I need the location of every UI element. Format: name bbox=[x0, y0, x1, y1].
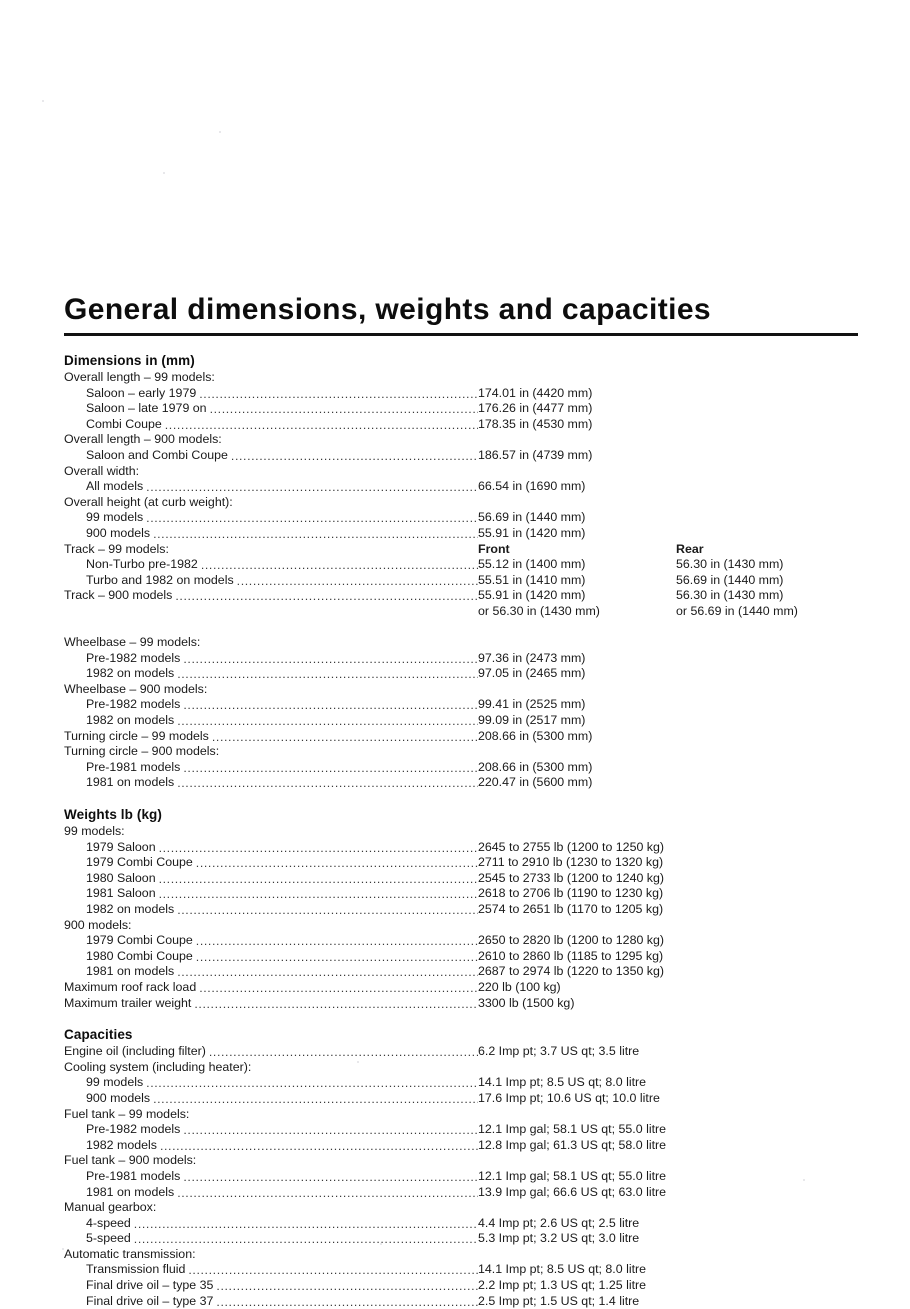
spec-group-label bbox=[64, 464, 864, 480]
dot-leader bbox=[134, 1217, 478, 1229]
spec-label: Overall width: bbox=[64, 463, 140, 478]
spec-label: Overall length – 99 models: bbox=[64, 370, 215, 384]
dot-leader bbox=[209, 1046, 478, 1058]
spec-group-label bbox=[64, 824, 864, 840]
dot-leader bbox=[188, 1264, 478, 1276]
spec-label: Final drive oil – type 35 bbox=[86, 1278, 214, 1293]
spec-label: Saloon – late 1979 on bbox=[86, 401, 207, 416]
spec-row bbox=[64, 886, 864, 902]
spec-row bbox=[64, 666, 864, 682]
spec-value: 2618 to 2706 lb (1190 to 1230 kg) bbox=[478, 886, 664, 901]
spec-label: Track – 99 models: bbox=[64, 541, 169, 556]
spec-label: Final drive oil – type 37 bbox=[86, 1293, 214, 1308]
dot-leader bbox=[153, 528, 478, 540]
spec-value: 14.1 Imp pt; 8.5 US qt; 8.0 litre bbox=[478, 1262, 647, 1277]
dot-leader bbox=[134, 1233, 478, 1245]
spec-group-label bbox=[64, 682, 864, 698]
dot-leader bbox=[146, 512, 478, 524]
spec-row bbox=[64, 1091, 864, 1107]
spec-value: 55.91 in (1420 mm) bbox=[478, 525, 586, 540]
spec-label: Saloon and Combi Coupe bbox=[86, 447, 228, 462]
dot-leader bbox=[183, 1171, 478, 1183]
spec-label: 99 models: bbox=[64, 824, 125, 839]
dot-leader bbox=[210, 403, 478, 415]
spec-value-front: 55.51 in (1410 mm) bbox=[478, 572, 586, 587]
spec-row bbox=[64, 510, 864, 526]
spec-value: 97.36 in (2473 mm) bbox=[478, 650, 586, 665]
dot-leader bbox=[165, 418, 478, 430]
spec-row bbox=[64, 448, 864, 464]
dot-leader bbox=[199, 982, 478, 994]
column-header-rear: Rear bbox=[676, 541, 704, 556]
dot-leader bbox=[199, 387, 478, 399]
spec-value: 56.69 in (1440 mm) bbox=[478, 510, 586, 525]
spec-label: Automatic transmission: bbox=[64, 1246, 196, 1261]
spec-label: 1980 Combi Coupe bbox=[86, 948, 193, 963]
spec-row bbox=[64, 557, 864, 573]
spec-value: 208.66 in (5300 mm) bbox=[478, 759, 593, 774]
spec-row bbox=[64, 401, 864, 417]
spec-label: 1981 on models bbox=[86, 775, 175, 790]
dot-leader bbox=[177, 777, 478, 789]
dot-leader bbox=[196, 950, 478, 962]
spec-label: Transmission fluid bbox=[86, 1262, 186, 1277]
spec-group-label bbox=[64, 1247, 864, 1263]
spec-label: 900 models: bbox=[64, 917, 132, 932]
spec-label: Fuel tank – 900 models: bbox=[64, 1153, 197, 1168]
dot-leader bbox=[177, 904, 478, 916]
spec-row bbox=[64, 1044, 864, 1060]
spec-label: 1980 Saloon bbox=[86, 870, 156, 885]
scan-artifact bbox=[219, 131, 221, 133]
spec-value: 2711 to 2910 lb (1230 to 1320 kg) bbox=[478, 855, 664, 870]
spec-label: Track – 900 models bbox=[64, 588, 173, 603]
spec-row bbox=[64, 964, 864, 980]
spec-group-label bbox=[64, 495, 864, 511]
dot-leader bbox=[201, 559, 478, 571]
spec-row bbox=[64, 902, 864, 918]
spec-label: 1979 Combi Coupe bbox=[86, 933, 193, 948]
spec-row bbox=[64, 1075, 864, 1091]
spec-value-rear: 56.30 in (1430 mm) bbox=[676, 557, 784, 572]
spec-row bbox=[64, 996, 864, 1012]
spec-label: 1981 Saloon bbox=[86, 886, 156, 901]
spec-value: 66.54 in (1690 mm) bbox=[478, 479, 586, 494]
spec-value: 2.5 Imp pt; 1.5 US qt; 1.4 litre bbox=[478, 1293, 640, 1308]
spec-row bbox=[64, 1294, 864, 1309]
spec-value-front: 55.12 in (1400 mm) bbox=[478, 557, 586, 572]
scan-artifact bbox=[42, 100, 44, 102]
spec-value: 174.01 in (4420 mm) bbox=[478, 385, 593, 400]
spec-value: 12.1 Imp gal; 58.1 US qt; 55.0 litre bbox=[478, 1168, 667, 1183]
dot-leader bbox=[183, 1124, 478, 1136]
spec-row bbox=[64, 855, 864, 871]
dot-leader bbox=[177, 966, 478, 978]
spec-row bbox=[64, 871, 864, 887]
spec-row bbox=[64, 697, 864, 713]
spec-label: 99 models bbox=[86, 510, 144, 525]
spec-value: 97.05 in (2465 mm) bbox=[478, 666, 586, 681]
spec-label: 900 models bbox=[86, 525, 151, 540]
dot-leader bbox=[216, 1295, 478, 1307]
spec-label: 99 models bbox=[86, 1075, 144, 1090]
spec-group-label bbox=[64, 1107, 864, 1123]
spec-label: Wheelbase – 900 models: bbox=[64, 681, 208, 696]
dot-leader bbox=[196, 857, 478, 869]
spec-row bbox=[64, 949, 864, 965]
spec-row bbox=[64, 980, 864, 996]
spec-value: 12.8 Imp gal; 61.3 US qt; 58.0 litre bbox=[478, 1137, 667, 1152]
spec-value: 3300 lb (1500 kg) bbox=[478, 995, 575, 1010]
spec-group-label bbox=[64, 1153, 864, 1169]
spec-label: 1979 Combi Coupe bbox=[86, 855, 193, 870]
spec-value: 2645 to 2755 lb (1200 to 1250 kg) bbox=[478, 839, 665, 854]
spec-label: Pre-1981 models bbox=[86, 1168, 181, 1183]
specifications-content bbox=[64, 352, 864, 1309]
dot-leader bbox=[183, 699, 478, 711]
spec-group-label bbox=[64, 744, 864, 760]
spec-value: 6.2 Imp pt; 3.7 US qt; 3.5 litre bbox=[478, 1044, 640, 1059]
spec-row bbox=[64, 760, 864, 776]
section-heading-capacities: Capacities bbox=[64, 1027, 133, 1043]
dot-leader bbox=[183, 652, 478, 664]
spec-row bbox=[64, 1138, 864, 1154]
spec-value: 176.26 in (4477 mm) bbox=[478, 401, 593, 416]
spec-row bbox=[64, 1122, 864, 1138]
spec-label: 1981 on models bbox=[86, 1184, 175, 1199]
spec-group-label bbox=[64, 370, 864, 386]
spec-label: 4-speed bbox=[86, 1215, 131, 1230]
spec-row bbox=[64, 1185, 864, 1201]
spec-group-label bbox=[64, 635, 864, 651]
spec-value: 14.1 Imp pt; 8.5 US qt; 8.0 litre bbox=[478, 1075, 647, 1090]
section-capacities bbox=[64, 1026, 864, 1309]
spec-label: Manual gearbox: bbox=[64, 1200, 157, 1215]
dot-leader bbox=[177, 715, 478, 727]
spec-label: Pre-1981 models bbox=[86, 759, 181, 774]
spec-value-rear: 56.30 in (1430 mm) bbox=[676, 588, 784, 603]
spec-label: Pre-1982 models bbox=[86, 650, 181, 665]
spec-label: Wheelbase – 99 models: bbox=[64, 635, 201, 650]
spec-label: 1979 Saloon bbox=[86, 839, 156, 854]
spec-row bbox=[64, 840, 864, 856]
spec-row bbox=[64, 713, 864, 729]
dot-leader bbox=[160, 1139, 478, 1151]
spec-value: 2687 to 2974 lb (1220 to 1350 kg) bbox=[478, 964, 665, 979]
spec-label: 1982 on models bbox=[86, 902, 175, 916]
spec-label: Pre-1982 models bbox=[86, 697, 181, 712]
spec-label: 1982 models bbox=[86, 1137, 157, 1152]
spec-label: Maximum roof rack load bbox=[64, 979, 197, 994]
spec-value: 186.57 in (4739 mm) bbox=[478, 447, 593, 462]
dot-leader bbox=[237, 574, 478, 586]
section-heading-weights: Weights lb (kg) bbox=[64, 807, 162, 823]
spec-label: All models bbox=[86, 479, 144, 494]
spec-row bbox=[64, 1216, 864, 1232]
spec-value: 220 lb (100 kg) bbox=[478, 979, 561, 994]
spec-value-front: or 56.30 in (1430 mm) bbox=[478, 603, 600, 618]
spec-row bbox=[64, 479, 864, 495]
spec-value: 2545 to 2733 lb (1200 to 1240 kg) bbox=[478, 870, 665, 885]
spec-value: 2574 to 2651 lb (1170 to 1205 kg) bbox=[478, 902, 664, 916]
spec-label: Engine oil (including filter) bbox=[64, 1044, 206, 1059]
dot-leader bbox=[159, 888, 478, 900]
page-header bbox=[64, 292, 858, 336]
spec-row bbox=[64, 526, 864, 542]
section-dimensions bbox=[64, 352, 864, 791]
spec-row bbox=[64, 775, 864, 791]
spec-row bbox=[64, 1169, 864, 1185]
dot-leader bbox=[196, 935, 478, 947]
spec-label: Pre-1982 models bbox=[86, 1122, 181, 1137]
spec-value: 178.35 in (4530 mm) bbox=[478, 416, 593, 431]
dot-leader bbox=[153, 1093, 478, 1105]
section-weights bbox=[64, 806, 864, 1011]
row-spacer bbox=[64, 620, 864, 636]
dot-leader bbox=[194, 997, 478, 1009]
dot-leader bbox=[212, 730, 478, 742]
spec-value: 99.41 in (2525 mm) bbox=[478, 697, 586, 712]
spec-value: 2610 to 2860 lb (1185 to 1295 kg) bbox=[478, 948, 664, 963]
spec-row bbox=[64, 417, 864, 433]
spec-group-label bbox=[64, 1200, 864, 1216]
section-heading-dimensions: Dimensions in (mm) bbox=[64, 353, 195, 368]
spec-label: Saloon – early 1979 bbox=[86, 385, 197, 400]
spec-value: 99.09 in (2517 mm) bbox=[478, 713, 586, 728]
dot-leader bbox=[231, 450, 478, 462]
dot-leader bbox=[177, 668, 478, 680]
scan-artifact bbox=[163, 172, 165, 174]
spec-row bbox=[64, 933, 864, 949]
title-divider bbox=[64, 333, 858, 336]
spec-row bbox=[64, 1231, 864, 1247]
spec-group-label bbox=[64, 432, 864, 448]
spec-value: 2.2 Imp pt; 1.3 US qt; 1.25 litre bbox=[478, 1278, 647, 1293]
page-title: General dimensions, weights and capacities bbox=[64, 293, 712, 326]
spec-value: 17.6 Imp pt; 10.6 US qt; 10.0 litre bbox=[478, 1090, 660, 1105]
dot-leader bbox=[177, 1186, 478, 1198]
spec-value-front: 55.91 in (1420 mm) bbox=[478, 588, 586, 603]
spec-value: 208.66 in (5300 mm) bbox=[478, 728, 593, 743]
spec-label: Combi Coupe bbox=[86, 416, 162, 431]
spec-label: Fuel tank – 99 models: bbox=[64, 1106, 190, 1121]
spec-label: Overall height (at curb weight): bbox=[64, 494, 233, 509]
spec-label: Maximum trailer weight bbox=[64, 995, 192, 1010]
spec-value-rear: or 56.69 in (1440 mm) bbox=[676, 603, 798, 618]
spec-label: 1981 on models bbox=[86, 964, 175, 979]
track-column-headers-row bbox=[64, 542, 864, 558]
spec-label: Overall length – 900 models: bbox=[64, 432, 222, 447]
spec-row bbox=[64, 729, 864, 745]
spec-label: Non-Turbo pre-1982 bbox=[86, 557, 198, 572]
spec-row bbox=[64, 651, 864, 667]
spec-value: 4.4 Imp pt; 2.6 US qt; 2.5 litre bbox=[478, 1215, 640, 1230]
spec-row-continuation bbox=[64, 604, 864, 620]
spec-value: 5.3 Imp pt; 3.2 US qt; 3.0 litre bbox=[478, 1231, 640, 1246]
spec-label: Turbo and 1982 on models bbox=[86, 572, 234, 587]
spec-label: 900 models bbox=[86, 1090, 151, 1105]
spec-row bbox=[64, 386, 864, 402]
spec-value: 13.9 Imp gal; 66.6 US qt; 63.0 litre bbox=[478, 1184, 667, 1199]
spec-label: Turning circle – 99 models bbox=[64, 728, 209, 743]
dot-leader bbox=[159, 872, 478, 884]
spec-value-rear: 56.69 in (1440 mm) bbox=[676, 572, 784, 587]
spec-label: 1982 on models bbox=[86, 666, 175, 681]
spec-label: Turning circle – 900 models: bbox=[64, 744, 220, 759]
spec-label: 1982 on models bbox=[86, 713, 175, 728]
spec-value: 220.47 in (5600 mm) bbox=[478, 775, 593, 790]
spec-group-label bbox=[64, 918, 864, 934]
spec-row bbox=[64, 1262, 864, 1278]
dot-leader bbox=[159, 841, 478, 853]
spec-group-label bbox=[64, 1060, 864, 1076]
spec-value: 12.1 Imp gal; 58.1 US qt; 55.0 litre bbox=[478, 1122, 667, 1137]
spec-label: 5-speed bbox=[86, 1231, 131, 1246]
spec-label: Cooling system (including heater): bbox=[64, 1059, 252, 1074]
dot-leader bbox=[183, 761, 478, 773]
dot-leader bbox=[146, 1077, 478, 1089]
spec-value: 2650 to 2820 lb (1200 to 1280 kg) bbox=[478, 933, 665, 948]
column-header-front: Front bbox=[478, 541, 510, 556]
spec-row bbox=[64, 573, 864, 589]
dot-leader bbox=[146, 481, 478, 493]
spec-row bbox=[64, 588, 864, 604]
dot-leader bbox=[175, 590, 478, 602]
